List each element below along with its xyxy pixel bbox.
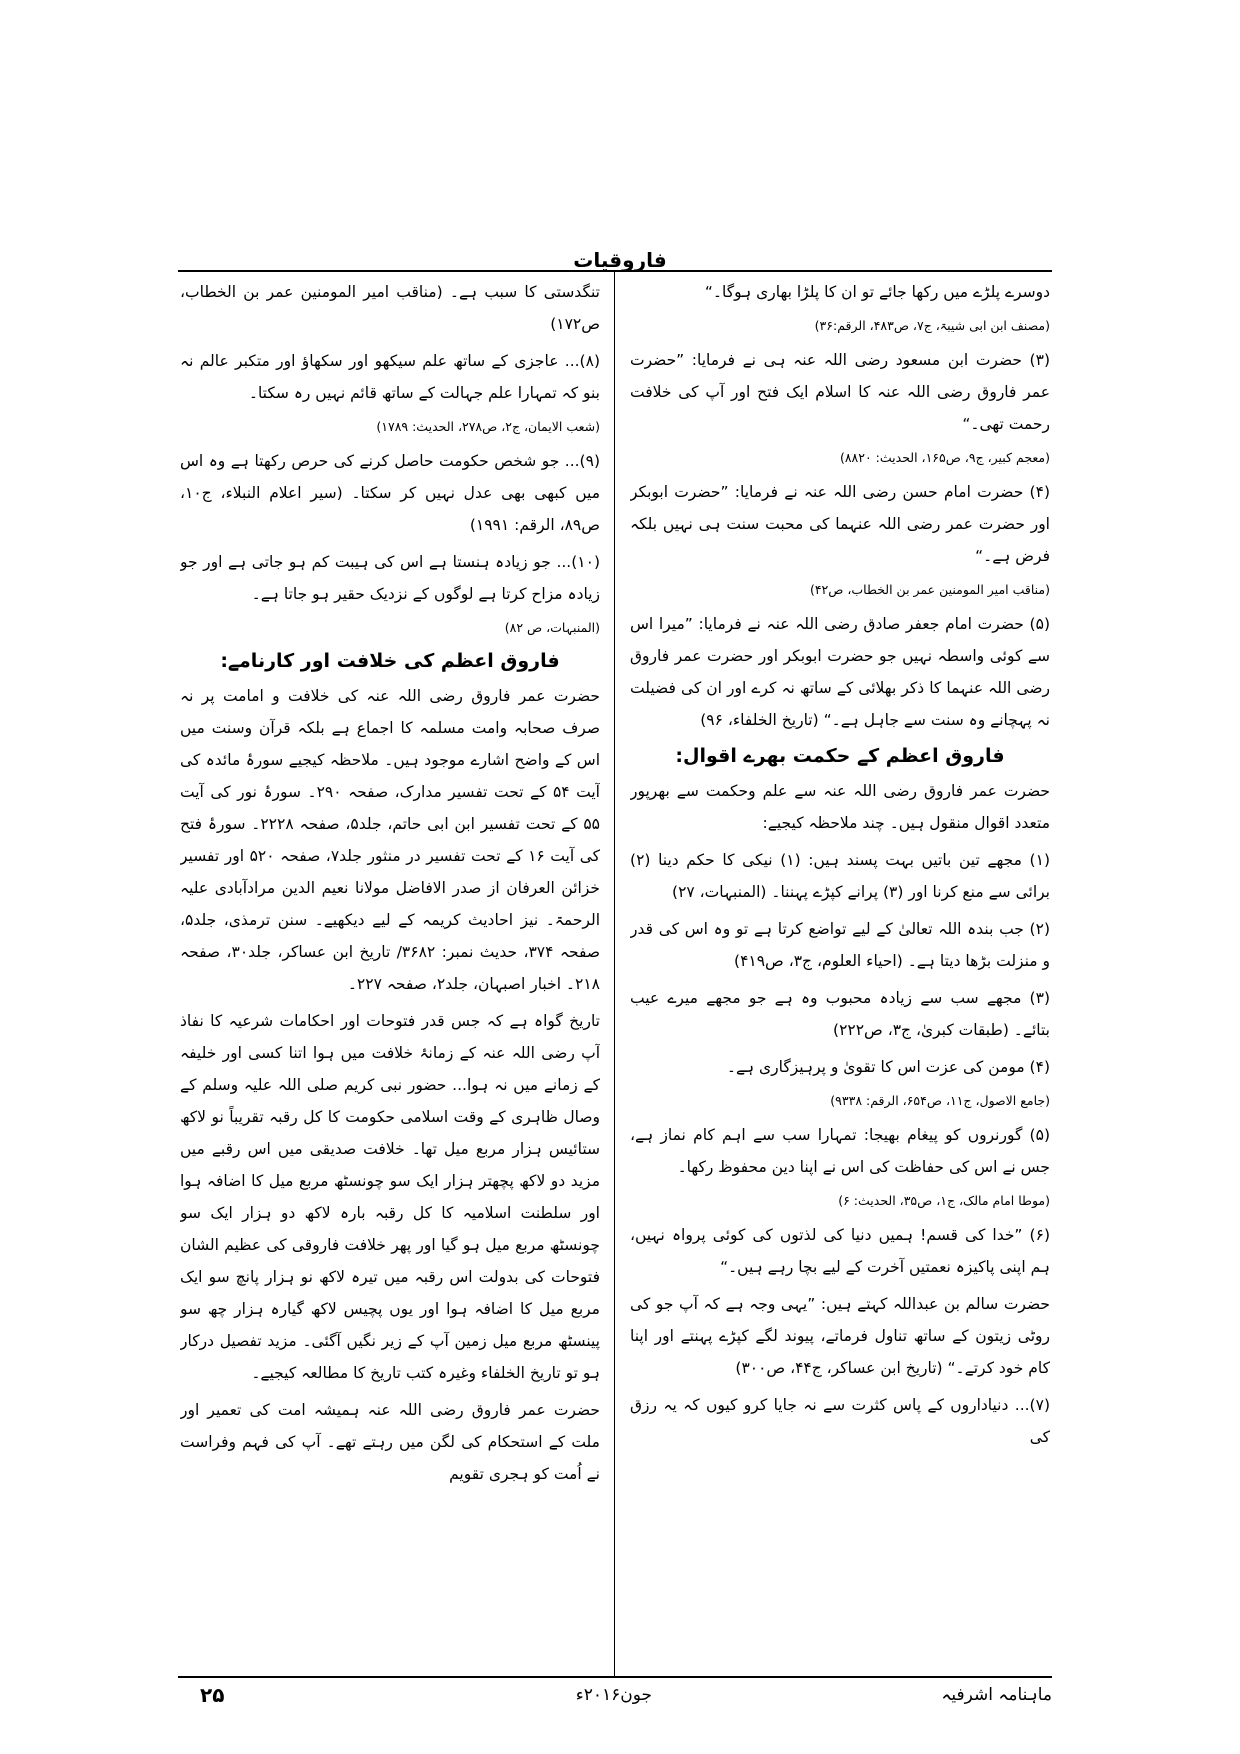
footer-page-number: ۲۵: [200, 1683, 225, 1707]
page-footer: [178, 1680, 1052, 1712]
paragraph: (۵) گورنروں کو پیغام بھیجا: تمہارا سب سے اہم کام نماز ہے، جس نے اس کی حفاظت کی اس نے اپنا دین محفوظ رکھا۔: [630, 1126, 1050, 1176]
paragraph: (۵) حضرت امام جعفر صادق رضی اللہ عنہ نے فرمایا: ”میرا اس سے کوئی واسطہ نہیں جو حضرت ابوبکر اور حضرت عمر فاروق رضی اللہ عنہما کا ذکر بھلائی کے ساتھ نہ کرے اور ان کی فضیلت نہ پہچانے وہ سنت سے جاہل ہے۔“ (تاریخ الخلفاء، ۹۶): [630, 615, 1050, 729]
column-divider: [614, 271, 615, 1676]
citation: (مصنف ابن ابی شیبۃ، ج۷، ص۴۸۳، الرقم:۳۶): [814, 318, 1050, 333]
paragraph: حضرت عمر فاروق رضی اللہ عنہ ہمیشہ امت کی تعمیر اور ملت کے استحکام کی لگن میں رہتے تھے۔ آپ کی فہم وفراست نے اُمت کو ہجری تقویم: [180, 1401, 600, 1483]
paragraph: (۶) ”خدا کی قسم! ہمیں دنیا کی لذتوں کی کوئی پرواہ نہیں، ہم اپنی پاکیزہ نعمتیں آخرت کے لیے بچا رہے ہیں۔“: [630, 1226, 1050, 1276]
paragraph: (۳) مجھے سب سے زیادہ محبوب وہ ہے جو مجھے میرے عیب بتائے۔ (طبقات کبریٰ، ج۳، ص۲۲۲): [630, 989, 1050, 1039]
paragraph: (۴) حضرت امام حسن رضی اللہ عنہ نے فرمایا: ”حضرت ابوبکر اور حضرت عمر رضی اللہ عنہما کی محبت سنت ہی نہیں بلکہ فرض ہے۔“: [630, 483, 1050, 565]
citation: (المنبہات، ص ۸۲): [504, 620, 600, 635]
section-heading: فاروق اعظم کے حکمت بھرے اقوال:: [675, 745, 1005, 767]
citation: (موطا امام مالک، ج۱، ص۳۵، الحدیث: ۶): [838, 1193, 1050, 1208]
paragraph: (۲) جب بندہ اللہ تعالیٰ کے لیے تواضع کرتا ہے تو وہ اس کی قدر و منزلت بڑھا دیتا ہے۔ (احیاء العلوم، ج۳، ص۴۱۹): [630, 920, 1050, 970]
paragraph: تاریخ گواہ ہے کہ جس قدر فتوحات اور احکامات شرعیہ کا نفاذ آپ رضی اللہ عنہ کے زمانۂ خلافت میں ہوا اتنا کسی اور خلیفہ کے زمانے میں نہ ہوا... حضور نبی کریم صلی اللہ علیہ وسلم کے وصال ظاہری کے وقت اسلامی حکومت کا کل رقبہ تقریباً نو لاکھ ستائیس ہزار مربع میل تھا۔ خلافت صدیقی میں اس رقبے میں مزید دو لاکھ پچھتر ہزار ایک سو چونسٹھ مربع میل کا اضافہ ہوا اور سلطنت اسلامیہ کا کل رقبہ بارہ لاکھ دو ہزار ایک سو چونسٹھ مربع میل ہو گیا اور پھر خلافت فاروقی کی عظیم الشان فتوحات کی بدولت اس رقبہ میں تیرہ لاکھ نو ہزار پانچ سو ایک مربع میل کا اضافہ ہوا اور یوں پچیس لاکھ گیارہ ہزار چھ سو پینسٹھ مربع میل زمین آپ کے زیر نگیں آگئی۔ مزید تفصیل درکار ہو تو تاریخ الخلفاء وغیرہ کتب تاریخ کا مطالعہ کیجیے۔: [180, 1012, 600, 1382]
citation: (جامع الاصول، ج۱۱، ص۶۵۴، الرقم: ۹۳۳۸): [830, 1093, 1050, 1108]
citation: (شعب الایمان، ج۲، ص۲۷۸، الحدیث: ۱۷۸۹): [376, 419, 600, 434]
paragraph: حضرت عمر فاروق رضی اللہ عنہ سے علم وحکمت سے بھرپور متعدد اقوال منقول ہیں۔ چند ملاحظہ کیجیے:: [630, 782, 1050, 832]
running-header-title: فاروقیات: [573, 248, 667, 272]
right-column: [630, 276, 1050, 1671]
paragraph: (۱) مجھے تین باتیں بہت پسند ہیں: (۱) نیکی کا حکم دینا (۲) برائی سے منع کرنا اور (۳) پرانے کپڑے پہننا۔ (المنبہات، ۲۷): [630, 851, 1050, 901]
paragraph: (۴) مومن کی عزت اس کا تقویٰ و پرہیزگاری ہے۔: [726, 1058, 1050, 1076]
left-column: [180, 276, 600, 1671]
footer-rule: [178, 1676, 1052, 1678]
paragraph: دوسرے پلڑے میں رکھا جائے تو ان کا پلڑا بھاری ہوگا۔“: [704, 283, 1050, 301]
paragraph: حضرت عمر فاروق رضی اللہ عنہ کی خلافت و امامت پر نہ صرف صحابہ وامت مسلمہ کا اجماع ہے بلکہ قرآن وسنت میں اس کے واضح اشارے موجود ہیں۔ ملاحظہ کیجیے سورۂ مائدہ کی آیت ۵۴ کے تحت تفسیر مدارک، صفحہ ۲۹۰۔ سورۂ نور کی آیت ۵۵ کے تحت تفسیر ابن ابی حاتم، جلد۵، صفحہ ۲۲۲۸۔ سورۂ فتح کی آیت ۱۶ کے تحت تفسیر در منثور جلد۷، صفحہ ۵۲۰ اور تفسیر خزائن العرفان از صدر الافاضل مولانا نعیم الدین مرادآبادی علیہ الرحمۃ۔ نیز احادیث کریمہ کے لیے دیکھیے۔ سنن ترمذی، جلد۵، صفحہ ۳۷۴، حدیث نمبر: ۳۶۸۲/ تاریخ ابن عساکر، جلد۳۰، صفحہ ۲۱۸۔ اخبار اصبہان، جلد۲، صفحہ ۲۲۷۔: [180, 687, 600, 993]
paragraph: (۸)... عاجزی کے ساتھ علم سیکھو اور سکھاؤ اور متکبر عالم نہ بنو کہ تمہارا علم جہالت کے ساتھ قائم نہیں رہ سکتا۔: [180, 352, 600, 402]
paragraph: (۱۰)... جو زیادہ ہنستا ہے اس کی ہیبت کم ہو جاتی ہے اور جو زیادہ مزاح کرتا ہے لوگوں کے نزدیک حقیر ہو جاتا ہے۔: [180, 553, 600, 603]
paragraph: (۹)... جو شخص حکومت حاصل کرنے کی حرص رکھتا ہے وہ اس میں کبھی بھی عدل نہیں کر سکتا۔ (سیر اعلام النبلاء، ج۱۰، ص۸۹، الرقم: ۱۹۹۱): [180, 452, 600, 534]
section-heading: فاروق اعظم کی خلافت اور کارنامے:: [220, 650, 560, 672]
citation: (مناقب امیر المومنین عمر بن الخطاب، ص۴۲): [809, 582, 1050, 597]
paragraph: (۷)... دنیاداروں کے پاس کثرت سے نہ جایا کرو کیوں کہ یہ رزق کی: [630, 1396, 1050, 1446]
footer-issue-date: جون۲۰۱۶ء: [575, 1685, 652, 1705]
paragraph: تنگدستی کا سبب ہے۔ (مناقب امیر المومنین عمر بن الخطاب، ص۱۷۲): [180, 283, 600, 333]
citation: (معجم کبیر، ج۹، ص۱۶۵، الحدیث: ۸۸۲۰): [839, 450, 1050, 465]
header-rule: [178, 270, 1052, 272]
footer-magazine-name: ماہنامہ اشرفیہ: [941, 1685, 1052, 1705]
paragraph: حضرت سالم بن عبداللہ کہتے ہیں: ”یہی وجہ ہے کہ آپ جو کی روٹی زیتون کے ساتھ تناول فرماتے، پیوند لگے کپڑے پہنتے اور اپنا کام خود کرتے۔“ (تاریخ ابن عساکر، ج۴۴، ص۳۰۰): [630, 1295, 1050, 1377]
paragraph: (۳) حضرت ابن مسعود رضی اللہ عنہ ہی نے فرمایا: ”حضرت عمر فاروق رضی اللہ عنہ کا اسلام ایک فتح اور آپ کی خلافت رحمت تھی۔“: [630, 351, 1050, 433]
